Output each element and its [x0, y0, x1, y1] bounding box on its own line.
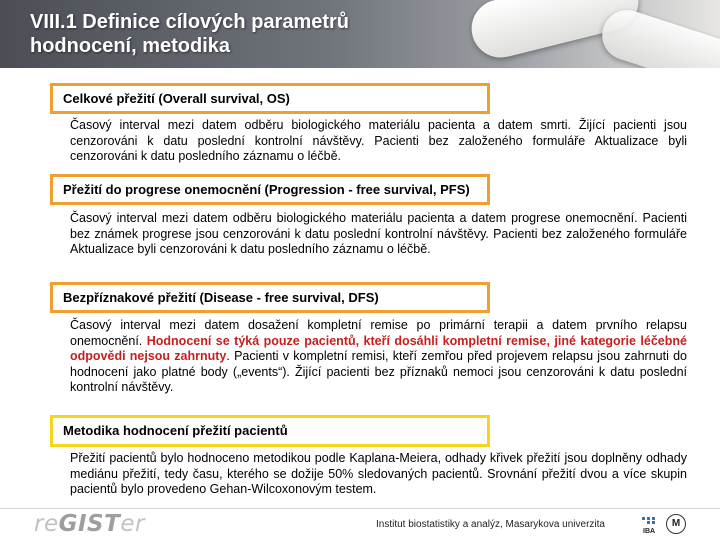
dfs-text-highlight: Hodnocení se týká pouze pacientů, kteří dosáhli kompletní remise, jiné kategorie léčebné odpovědi nejsou zahrnuty [70, 333, 687, 364]
title-line-1: VIII.1 Definice cílových parametrů [30, 11, 350, 33]
title-line-2: hodnocení, metodika [30, 35, 231, 57]
section-text-os: Časový interval mezi datem odběru biologického materiálu pacienta a datem smrti. Žijící pacienti jsou cenzorováni k datu poslední kontrolní návštěvy. Pacienti bez založeného formuláře Aktualizace byli cenzorováni k datu posledního záznamu o léčbě. [70, 118, 687, 164]
section-text-methodology: Přežití pacientů bylo hodnoceno metodikou podle Kaplana-Meiera, odhady křivek přežití jsou doplněny odhady mediánu přežití, tedy času, kterého se dožije 50% sledovaných pacientů. Srovnání přežití dvou a více skupin pacientů bylo provedeno Gehan-Wilcoxonovým testem. [70, 451, 687, 497]
uni-label: M [671, 518, 681, 529]
pill-image [596, 4, 720, 68]
logo-suffix: er [120, 511, 145, 537]
institute-name: Institut biostatistiky a analýz, Masarykova univerzita [376, 519, 605, 530]
logo-mid: GIST [58, 511, 121, 537]
section-heading-methodology: Metodika hodnocení přežití pacientů [50, 415, 490, 447]
page-title [30, 10, 470, 58]
iba-logo-icon [640, 515, 662, 535]
slide-header [0, 0, 720, 68]
section-heading-pfs: Přežití do progrese onemocnění (Progression - free survival, PFS) [50, 174, 490, 205]
dfs-text-before: Časový interval mezi datem dosažení kompletní remise po primární terapii a datem prvního relapsu onemocnění. [70, 318, 687, 348]
registry-logo [34, 511, 145, 537]
university-seal-icon [666, 514, 686, 534]
section-heading-os: Celkové přežití (Overall survival, OS) [50, 83, 490, 114]
footer-divider [0, 508, 720, 509]
section-text-pfs: Časový interval mezi datem odběru biologického materiálu pacienta a datem progrese onemocnění. Pacienti bez známek progrese jsou cenzorováni k datu poslední kontrolní návštěvy. Pacienti bez založeného formuláře Aktualizace byli cenzorováni k datu posledního záznamu o léčbě. [70, 211, 687, 257]
dfs-text-after: . Pacienti v kompletní remisi, kteří zemřou před projevem relapsu jsou zahrnuti do hodnocení jako platné body („events“). Žijící pacienti bez příznaků nemoci jsou cenzorováni k datu poslední kontrolní návštěvy. [70, 349, 688, 395]
iba-label: IBA [643, 528, 656, 535]
logo-prefix: re [34, 511, 59, 537]
section-heading-dfs: Bezpříznakové přežití (Disease - free survival, DFS) [50, 282, 490, 313]
section-text-dfs [70, 318, 687, 396]
